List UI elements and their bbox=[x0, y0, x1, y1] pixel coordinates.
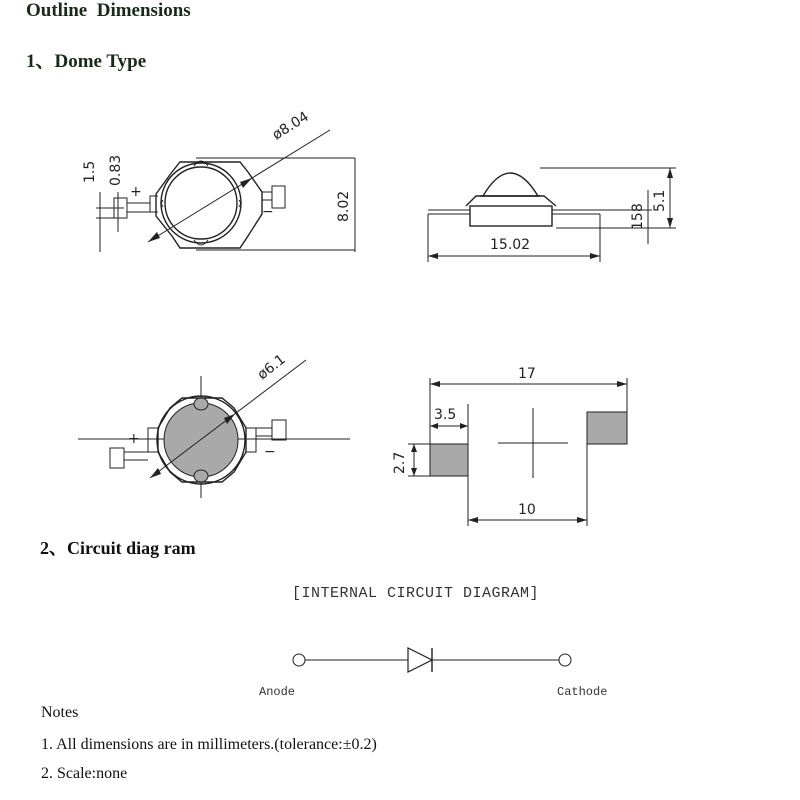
minus-marker-bottom: − bbox=[264, 444, 276, 460]
diode-symbol bbox=[408, 648, 432, 672]
outline-dimensions-heading: Outline Dimensions bbox=[26, 0, 191, 21]
dome-type-heading: 1、Dome Type bbox=[26, 51, 147, 72]
top-view-drawing bbox=[82, 109, 355, 252]
diode-circuit bbox=[293, 648, 571, 672]
notes-heading: Notes bbox=[41, 704, 79, 721]
note-item: 2. Scale:none bbox=[41, 765, 128, 782]
dim-3-5-label: 3.5 bbox=[434, 407, 457, 423]
pad-left bbox=[430, 444, 468, 476]
diameter-6-1-label: ø6.1 bbox=[254, 351, 289, 384]
diameter-804-label: ø8.04 bbox=[269, 108, 312, 144]
dim-17-label: 17 bbox=[518, 366, 536, 382]
anode-label: Anode bbox=[259, 685, 296, 699]
side-view-drawing bbox=[428, 168, 676, 262]
bottom-view-drawing bbox=[78, 352, 350, 498]
minus-marker: − bbox=[262, 204, 274, 220]
dim-15-02-label: 15.02 bbox=[490, 237, 531, 253]
dim-1-5-label: 1.5 bbox=[82, 160, 98, 183]
dim-0-83-label: 0.83 bbox=[108, 154, 124, 186]
anode-terminal bbox=[293, 654, 305, 666]
dim-8-02-label: 8.02 bbox=[336, 190, 352, 222]
cathode-terminal bbox=[559, 654, 571, 666]
dim-10-label: 10 bbox=[518, 502, 536, 518]
dim-5-1-label: 5.1 bbox=[652, 189, 668, 212]
plus-marker-bottom: + bbox=[128, 431, 140, 447]
dim-2-7-label: 2.7 bbox=[392, 451, 408, 474]
dim-158-label: 158 bbox=[630, 203, 646, 230]
internal-circuit-title: [INTERNAL CIRCUIT DIAGRAM] bbox=[292, 585, 540, 602]
plus-marker: + bbox=[130, 184, 142, 200]
cathode-label: Cathode bbox=[557, 685, 608, 699]
pad-layout-drawing bbox=[392, 366, 627, 526]
circuit-diagram-heading: 2、Circuit diag ram bbox=[40, 538, 196, 558]
note-item: 1. All dimensions are in millimeters.(tolerance:±0.2) bbox=[41, 736, 377, 753]
pad-right bbox=[587, 412, 627, 444]
